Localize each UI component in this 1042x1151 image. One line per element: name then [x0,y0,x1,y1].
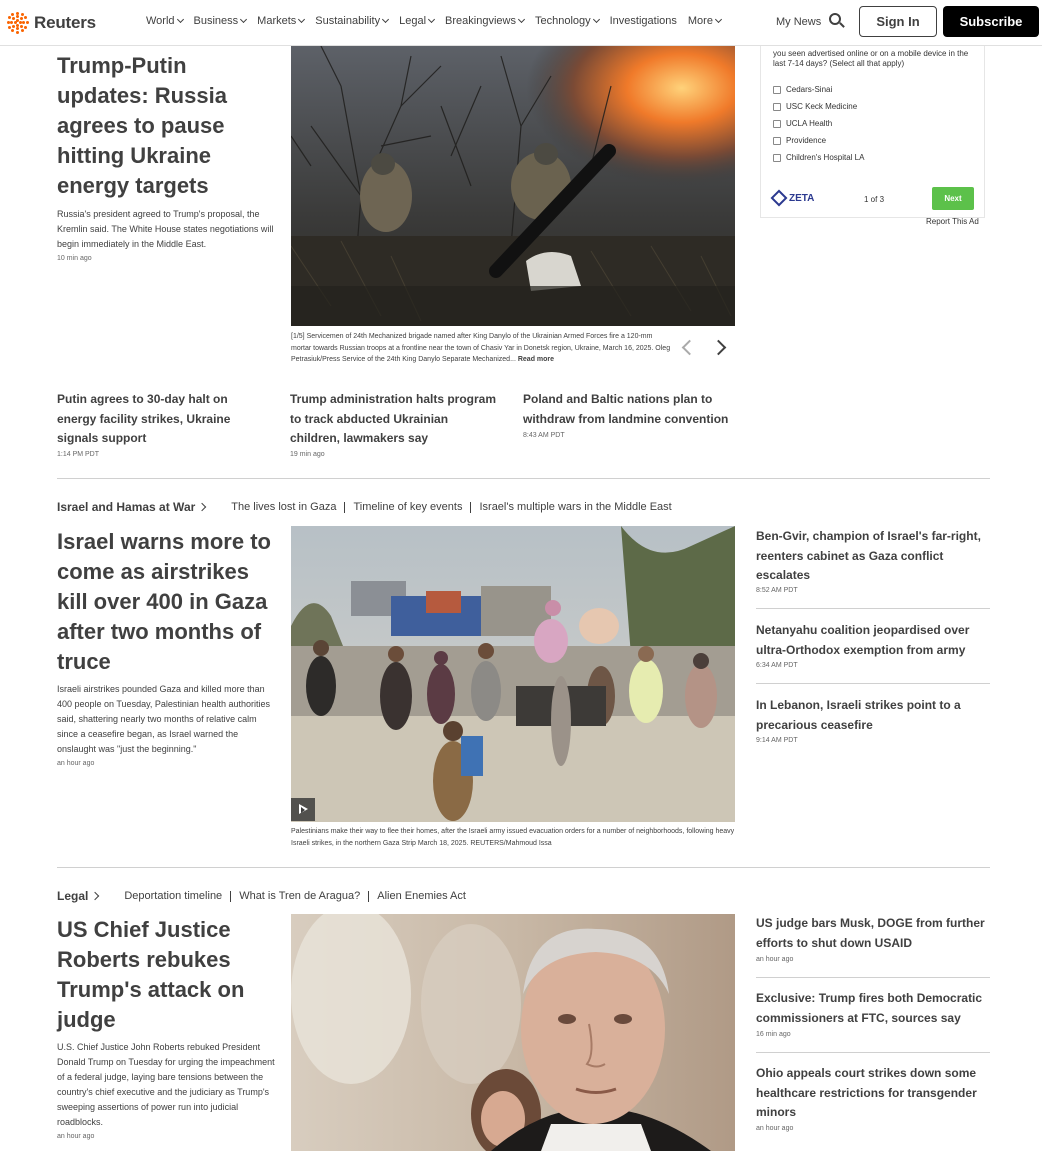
ad-option-label: Providence [786,136,827,145]
caption-text: [1/5] Servicemen of 24th Mechanized brigade named after King Danylo of the Ukrainian Armed Forces fire a 120-mm mortar towards Russian troops at a frontline near the town of Chasiv Yar in Donetsk region, Ukraine, March 16, 2025. Oleg Petrasiuk/Press Service of the 24th King Danylo Separate Mechanized... [291,333,671,363]
legal-side-1-time: an hour ago [756,956,794,963]
israel-side-1-time: 8:52 AM PDT [756,587,798,594]
roberts-photo[interactable] [291,914,735,1151]
israel-section-title-text: Israel and Hamas at War [57,500,196,514]
israel-link-2[interactable]: Timeline of key events [345,502,471,513]
ad-checkbox[interactable] [773,120,781,128]
ad-option-label: Cedars-Sinai [786,85,833,94]
nav-item-label: Markets [257,15,297,27]
israel-section-bar [57,500,680,514]
ad-option[interactable] [773,85,832,94]
chevron-down-icon [176,16,183,23]
side-divider [756,1052,990,1053]
zeta-logo [773,192,814,204]
chevron-down-icon [298,16,305,23]
ad-checkbox[interactable] [773,154,781,162]
site-header [0,0,1042,46]
chevron-down-icon [715,16,722,23]
ad-option-label: UCLA Health [786,119,833,128]
chevron-down-icon [240,16,247,23]
legal-section-bar [57,889,474,903]
nav-item-more[interactable] [688,15,721,27]
legal-section-title-text: Legal [57,889,89,903]
subscribe-button[interactable]: Subscribe [943,6,1039,37]
ad-option[interactable] [773,153,864,162]
legal-link-3[interactable]: Alien Enemies Act [377,889,466,902]
chevron-down-icon [428,16,435,23]
ad-option[interactable] [773,119,832,128]
nav-item-markets[interactable] [257,15,304,27]
gaza-evacuation-image [291,526,735,822]
ukraine-mortar-image [291,46,735,326]
legal-headline[interactable]: US Chief Justice Roberts rebukes Trump's attack on judge [57,917,245,1032]
nav-item-label: Investigations [609,15,677,27]
chief-justice-image [291,914,735,1151]
israel-side-3-time: 9:14 AM PDT [756,737,798,744]
israel-side-1-headline[interactable]: Ben-Gvir, champion of Israel's far-right, reenters cabinet as Gaza conflict escalates [756,529,981,582]
ad-next-button[interactable]: Next [932,187,974,210]
legal-side-3-time: an hour ago [756,1125,794,1132]
survey-ad [760,46,985,218]
zeta-icon [771,190,788,207]
top-story-3-headline[interactable]: Poland and Baltic nations plan to withdraw from landmine convention [523,392,729,426]
next-photo-icon[interactable] [712,339,728,355]
legal-dek: U.S. Chief Justice John Roberts rebuked President Donald Trump on Tuesday for urging the impeachment of a federal judge, laying bare tensions between the country's chief executive and the judiciary as Trump's sweeping assertions of power run into judicial roadblocks. [57,1042,275,1127]
nav-item-business[interactable] [194,15,247,27]
israel-side-2-time: 6:34 AM PDT [756,662,798,669]
side-divider [756,683,990,684]
nav-item-sustainability[interactable] [315,15,388,27]
ad-question: you seen advertised online or on a mobile device in the last 7-14 days? (Select all that apply) [773,49,969,68]
sign-in-button[interactable]: Sign In [859,6,937,37]
lead-photo-caption [291,331,671,366]
logo-text: Reuters [34,12,96,32]
ad-checkbox[interactable] [773,103,781,111]
nav-item-label: Breakingviews [445,15,516,27]
top-story-3-time: 8:43 AM PDT [523,432,565,439]
section-divider [57,478,990,479]
nav-item-world[interactable] [146,15,183,27]
top-story-1-time: 1:14 PM PDT [57,451,100,458]
legal-link-2[interactable]: What is Tren de Aragua? [231,891,369,902]
ukraine-mortar-photo[interactable] [291,46,735,326]
gaza-photo-caption: Palestinians make their way to flee their homes, after the Israeli army issued evacuation orders for a number of neighborhoods, following heavy Israeli strikes, in the northern Gaza Strip March 18, 2025. REUTERS/Mahmoud Issa [291,828,735,847]
play-video-icon[interactable] [291,798,315,821]
israel-side-2-headline[interactable]: Netanyahu coalition jeopardised over ultra-Orthodox exemption from army [756,623,970,657]
my-news-link[interactable]: My News [776,16,822,28]
israel-headline[interactable]: Israel warns more to come as airstrikes kill over 400 in Gaza after two months of truce [57,529,271,674]
ad-page-indicator: 1 of 3 [864,195,885,204]
lead-dek: Russia's president agreed to Trump's proposal, the Kremlin said. The White House states negotiations will begin immediately in the Middle East. [57,209,274,249]
ad-option[interactable] [773,136,826,145]
israel-link-3[interactable]: Israel's multiple wars in the Middle East [479,500,672,513]
israel-dek: Israeli airstrikes pounded Gaza and killed more than 400 people on Tuesday, Palestinian health authorities said, shattering nearly two months of relative calm since a ceasefire began, as Israel warned the onslaught was "just the beginning." [57,684,270,754]
ad-checkbox[interactable] [773,137,781,145]
israel-link-1[interactable]: The lives lost in Gaza [223,502,345,513]
main-nav [146,15,732,27]
read-more-link[interactable]: Read more [517,356,555,363]
previous-photo-icon[interactable] [678,339,694,355]
chevron-right-icon [198,503,206,511]
israel-time: an hour ago [57,760,95,767]
ad-option-label: Children's Hospital LA [786,153,865,162]
section-divider [57,867,990,868]
search-icon[interactable] [829,13,845,29]
legal-side-2-headline[interactable]: Exclusive: Trump fires both Democratic commissioners at FTC, sources say [756,991,983,1025]
side-divider [756,608,990,609]
nav-item-label: Technology [534,15,591,27]
chevron-right-icon [91,892,99,900]
nav-item-breakingviews[interactable] [445,15,524,27]
chevron-down-icon [382,16,389,23]
nav-item-label: World [146,15,175,27]
nav-item-label: Business [193,15,239,27]
legal-time: an hour ago [57,1133,95,1140]
top-story-2-time: 19 min ago [290,451,325,458]
nav-item-legal[interactable] [399,15,434,27]
ad-option-label: USC Keck Medicine [786,102,858,111]
gaza-photo[interactable] [291,526,735,822]
nav-item-investigations[interactable] [610,15,677,27]
side-divider [756,977,990,978]
chevron-down-icon [518,16,525,23]
israel-section-title[interactable] [57,500,205,514]
legal-side-3-headline[interactable]: Ohio appeals court strikes down some healthcare restrictions for transgender minors [756,1066,977,1119]
legal-link-1[interactable]: Deportation timeline [116,891,231,902]
ad-checkbox[interactable] [773,86,781,94]
nav-item-technology[interactable] [535,15,599,27]
legal-section-title[interactable] [57,889,98,903]
legal-side-2-time: 16 min ago [756,1031,791,1038]
lead-time: 10 min ago [57,255,92,262]
legal-side-1-headline[interactable]: US judge bars Musk, DOGE from further efforts to shut down USAID [756,916,985,950]
top-story-2-headline[interactable]: Trump administration halts program to track abducted Ukrainian children, lawmakers say [290,392,497,445]
nav-item-label: Legal [399,15,427,27]
top-story-1-headline[interactable]: Putin agrees to 30-day halt on energy facility strikes, Ukraine signals support [57,392,231,445]
chevron-down-icon [593,16,600,23]
reuters-logo-icon [6,11,29,34]
report-ad-link[interactable]: Report This Ad [926,217,979,226]
ad-option[interactable] [773,102,857,111]
lead-headline[interactable]: Trump-Putin updates: Russia agrees to pause hitting Ukraine energy targets [57,53,227,198]
israel-side-3-headline[interactable]: In Lebanon, Israeli strikes point to a precarious ceasefire [756,698,961,732]
nav-item-label: Sustainability [315,15,381,27]
zeta-text: ZETA [789,192,815,204]
reuters-logo[interactable] [6,11,96,34]
nav-item-label: More [687,15,713,27]
